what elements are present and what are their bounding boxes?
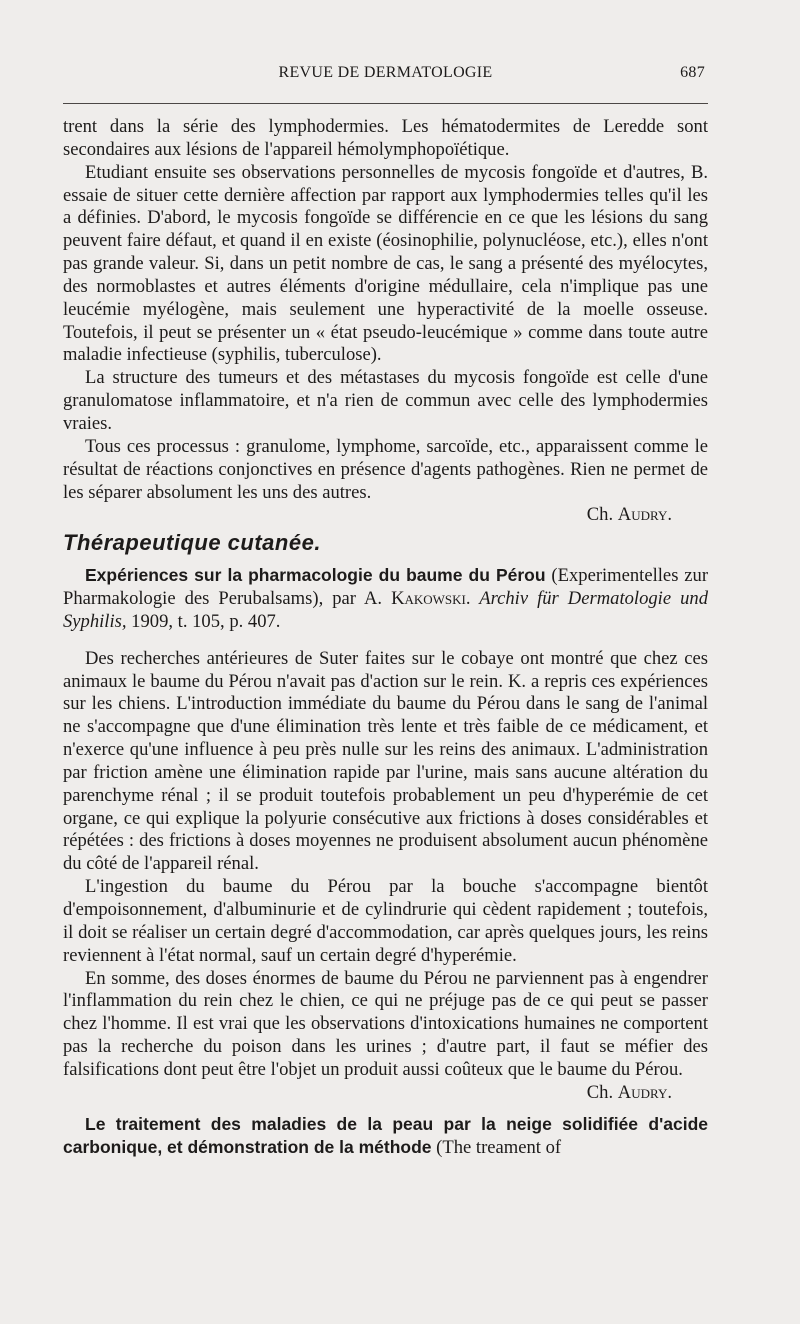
intro-paragraph-2: Etudiant ensuite ses observations personnelles de mycosis fongoïde et d'autres, B. essaie de situer cette dernière affection par rapport aux lymphodermies telles qu'il les a définies. D'abord, le mycosis fongoïde se différencie en ce que les lésions du sang peuvent faire défaut, et quand il en existe (éosinophilie, polynucléose, etc.), elles n'ont pas grande valeur. Si, dans un petit nombre de cas, le sang a présenté des myélocytes, des normoblastes et autres éléments d'origine médullaire, cela n'implique pas une leucémie myélogène, mais seulement une hyperactivité de la moelle osseuse. Toutefois, il peut se présenter un « état pseudo-leucémique » comme dans toute autre maladie infectieuse (syphilis, tuberculose). — [63, 161, 708, 366]
header-rule — [63, 103, 708, 104]
signature-initial: Ch. — [586, 1081, 614, 1103]
article-2-original-title: (The treament of — [431, 1137, 562, 1159]
article-1-title: Expériences sur la pharmacologie du baume du Pérou — [85, 565, 546, 586]
page — [63, 64, 708, 1160]
running-title: REVUE DE DERMATOLOGIE — [278, 64, 493, 81]
article-1-paragraph-1: Des recherches antérieures de Suter faites sur le cobaye ont montré que chez ces animaux le baume du Pérou n'avait pas d'action sur le rein. K. a repris ces expériences sur les chiens. L'introduction immédiate du baume du Pérou dans le sang de l'animal ne s'accompagne que d'une élimination très lente et très faible de ce médicament, et n'exerce qu'une influence à peu près nulle sur les reins des animaux. L'administration par friction amène une élimination rapide par l'urine, mais sans aucune altération du parenchyme rénal ; il se produit toutefois probablement un peu d'hyperémie de cet organe, ce qui explique la polyurie consécutive aux frictions à doses considérables et répétées : des frictions à doses moyennes ne produisent absolument aucun phénomène du côté de l'appareil rénal. — [63, 647, 708, 875]
article-2-heading — [63, 1113, 708, 1161]
intro-signature — [63, 504, 708, 527]
intro-paragraph-4: Tous ces processus : granulome, lymphome, sarcoïde, etc., apparaissent comme le résultat de réactions conjonctives en présence d'agents pathogènes. Rien ne permet de les séparer absolument les uns des autres. — [63, 435, 708, 503]
running-head — [63, 64, 708, 90]
intro-paragraph-1: trent dans la série des lymphodermies. Les hématodermites de Leredde sont secondaires aux lésions de l'appareil hémolymphopoïétique. — [63, 116, 708, 160]
signature-name: Audry. — [617, 504, 672, 526]
article-1-paragraph-2: L'ingestion du baume du Pérou par la bouche s'accompagne bientôt d'empoisonnement, d'albuminurie et de cylindrurie qui cèdent rapidement ; toutefois, il doit se réaliser un certain degré d'accommodation, car après quelques jours, les reins reviennent à l'état normal, sauf un certain degré d'hyperémie. — [63, 876, 708, 966]
signature-name: Audry. — [617, 1081, 672, 1103]
article-1-citation: 1909, t. 105, p. 407. — [126, 610, 281, 632]
spacer — [63, 634, 708, 648]
section-heading: Thérapeutique cutanée. — [63, 530, 321, 556]
signature-initial: Ch. — [586, 504, 614, 526]
article-2-title: Le traitement des maladies de la peau par la neige solidifiée d'acide carbonique, et démonstration de la méthode — [63, 1113, 708, 1158]
article-1-journal: Archiv für Dermatologie und Syphilis, — [63, 588, 708, 632]
intro-paragraph-3: La structure des tumeurs et des métastases du mycosis fongoïde est celle d'une granulomatose inflammatoire, et n'a rien de commun avec celle des lymphodermies vraies. — [63, 367, 708, 434]
spacer — [63, 1105, 708, 1113]
article-1-original-title: (Experimentelles zur Pharmakologie des Perubalsams), par A. — [63, 565, 709, 610]
article-1-author: Kakowski. — [391, 588, 471, 610]
page-number: 687 — [680, 64, 705, 81]
article-1-signature — [63, 1082, 708, 1105]
article-1-heading — [63, 564, 708, 634]
article-1-paragraph-3: En somme, des doses énormes de baume du Pérou ne parviennent pas à engendrer l'inflammation du rein chez le chien, ce qui ne préjuge pas de ce qui peut se passer chez l'homme. Il est vrai que les observations d'intoxications humaines ne comportent pas la recherche du poison dans les urines ; d'autre part, il faut se méfier des falsifications dont peut être l'objet un produit aussi coûteux que le baume du Pérou. — [63, 967, 708, 1080]
